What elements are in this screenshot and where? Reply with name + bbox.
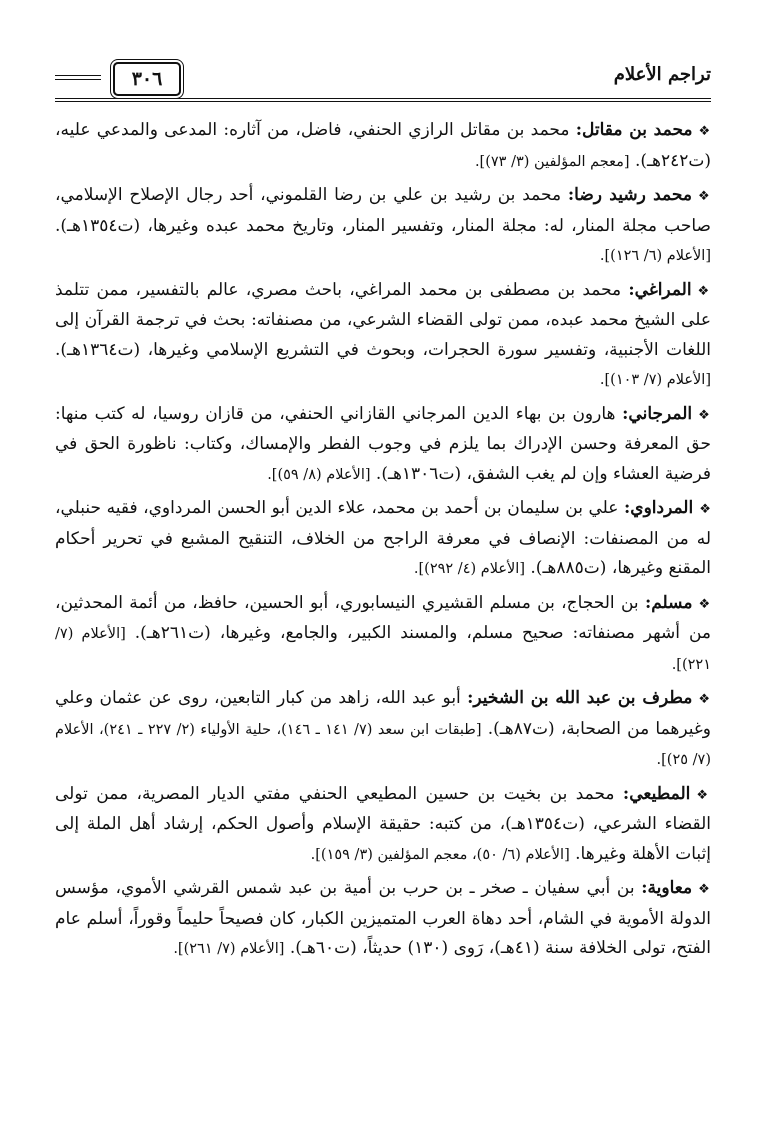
entry-name: المراغي: bbox=[628, 279, 692, 300]
entry-name: مسلم: bbox=[644, 592, 693, 613]
entry-text: محمد بن رشيد بن علي بن رضا القلموني، أحد رجال الإصلاح الإسلامي، صاحب مجلة المنار، له: مجلة المنار، وتفسير المنار، وتاريخ محمد عبده وغيرها، (ت١٣٥٤هـ). bbox=[55, 185, 711, 236]
entry-reference: [الأعلام (٦/ ١٢٦)]. bbox=[599, 248, 711, 264]
entry-name: محمد رشيد رضا: bbox=[567, 185, 692, 205]
page-number: ٣٠٦ bbox=[113, 62, 181, 96]
entry-text: أبو عبد الله، زاهد من كبار التابعين، روى عن عثمان وعلي وغيرهما من الصحابة، (ت٨٧هـ). bbox=[55, 688, 712, 739]
entry-name: المرجاني: bbox=[622, 403, 693, 424]
biography-entry bbox=[55, 684, 711, 776]
entry-text: بن أبي سفيان ـ صخر ـ بن حرب بن أمية بن عبد شمس القرشي الأموي، مؤسس الدولة الأموية في الشام، أحد دهاة العرب المتميزين الكبار، كان فصيحاً حليماً وقوراً، أسلم عام الفتح، تولى الخلافة سنة (٤١هـ)، رَوى (١٣٠) حديثاً، (ت٦٠هـ). bbox=[55, 878, 711, 958]
entry-name: المرداوي: bbox=[624, 498, 694, 518]
biography-list bbox=[55, 116, 711, 969]
bullet-icon: ❖ bbox=[698, 407, 712, 423]
entry-name: المطيعي: bbox=[622, 783, 691, 804]
biography-entry bbox=[55, 589, 711, 681]
entry-text: محمد بن مقاتل الرازي الحنفي، فاضل، من آثاره: المدعى والمدعي عليه، (ت٢٤٢هـ). bbox=[55, 120, 711, 171]
biography-entry bbox=[55, 494, 711, 585]
biography-entry bbox=[55, 116, 711, 177]
biography-entry bbox=[55, 780, 711, 871]
entry-reference: [الأعلام (٦/ ٥٠)، معجم المؤلفين (٣/ ١٥٩)]. bbox=[310, 846, 570, 863]
entry-text: بن الحجاج، بن مسلم القشيري النيسابوري، أبو الحسين، حافظ، من أئمة المحدثين، من أشهر مصنفاته: صحيح مسلم، والمسند الكبير، والجامع، وغيرها، (ت٢٦١هـ). bbox=[55, 592, 711, 643]
biography-entry bbox=[55, 874, 711, 965]
entry-reference: [الأعلام (٨/ ٥٩)]. bbox=[267, 466, 371, 483]
entry-name: معاوية: bbox=[641, 878, 693, 898]
page-header bbox=[55, 62, 711, 102]
entry-reference: [معجم المؤلفين (٣/ ٧٣)]. bbox=[474, 153, 630, 170]
bullet-icon: ❖ bbox=[697, 189, 711, 204]
header-divider-secondary bbox=[55, 101, 711, 102]
header-ornament-rule bbox=[55, 75, 101, 80]
bullet-icon: ❖ bbox=[699, 502, 712, 517]
entry-reference: [الأعلام (٧/ ٢٦١)]. bbox=[173, 941, 285, 957]
entry-name: محمد بن مقاتل: bbox=[575, 120, 693, 140]
bullet-icon: ❖ bbox=[698, 124, 712, 139]
entry-text: محمد بن مصطفى بن محمد المراغي، باحث مصري، عالم بالتفسير، ممن تتلمذ على الشيخ محمد عبده، ممن تولى القضاء الشرعي، من مصنفاته: بحث في ترجمة القرآن إلى اللغات الأجنبية، وتفسير سورة الحجرات، وبحوث في التشريع الإسلامي وغيرها، (ت١٣٦٤هـ). bbox=[55, 279, 711, 360]
header-divider bbox=[55, 98, 711, 99]
entry-reference: [الأعلام (٤/ ٢٩٢)]. bbox=[413, 561, 525, 577]
entry-text: علي بن سليمان بن أحمد بن محمد، علاء الدين أبو الحسن المرداوي، فقيه حنبلي، له من المصنفات: الإنصاف في معرفة الراجح من الخلاف، التنقيح المشبع في تحرير أحكام المقنع وغيرها، (ت٨٨٥هـ). bbox=[55, 498, 711, 578]
bullet-icon: ❖ bbox=[698, 692, 712, 707]
entry-name: مطرف بن عبد الله بن الشخير: bbox=[467, 688, 693, 708]
entry-reference: [الأعلام (٧/ ٢٢١)]. bbox=[55, 626, 711, 673]
entry-reference: [طبقات ابن سعد (٧/ ١٤١ ـ ١٤٦)، حلية الأولياء (٢/ ٢٢٧ ـ ٢٤١)، الأعلام (٧/ ٢٥)]. bbox=[55, 721, 711, 768]
bullet-icon: ❖ bbox=[698, 596, 711, 612]
bullet-icon: ❖ bbox=[697, 283, 711, 299]
entry-reference: [الأعلام (٧/ ١٠٣)]. bbox=[599, 372, 711, 388]
entry-text: محمد بن بخيت بن حسين المطيعي الحنفي مفتي الديار المصرية، ممن تولى القضاء الشرعي، (ت١٣٥٤هـ)، من كتبه: حقيقة الإسلام وأصول الحكم، إرشاد أهل الملة إلى إثبات الأهلة وغيرها. bbox=[55, 783, 711, 864]
bullet-icon: ❖ bbox=[698, 882, 711, 897]
biography-entry bbox=[55, 276, 711, 396]
running-title: تراجم الأعلام bbox=[613, 64, 711, 85]
biography-entry bbox=[55, 400, 711, 491]
entry-text: هارون بن بهاء الدين المرجاني القازاني الحنفي، من قازان روسيا، له كتب منها: حق المعرفة وحسن الإدراك بما يلزم في وجوب الفطر والإمساك، وكتاب: ناظورة الحق في فرضية العشاء وإن لم يغب الشفق، (ت١٣٠٦هـ). bbox=[55, 403, 711, 484]
biography-entry bbox=[55, 181, 711, 272]
bullet-icon: ❖ bbox=[696, 787, 712, 803]
